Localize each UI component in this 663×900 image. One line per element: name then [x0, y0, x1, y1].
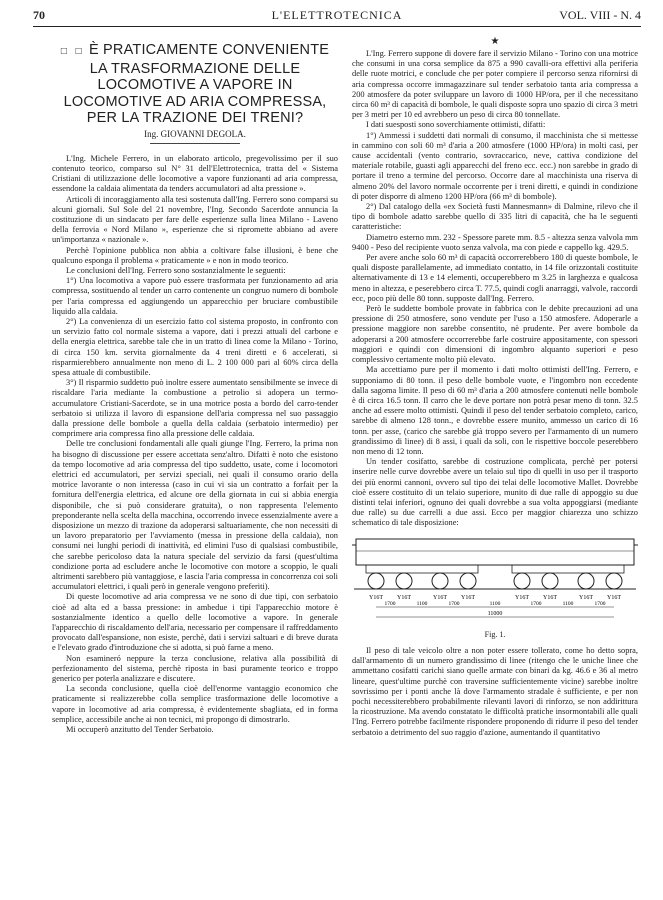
wheel — [542, 573, 558, 589]
paragraph: Per avere anche solo 60 m³ di capacità occorrerebbero 180 di queste bombole, le quali disposte parallelamente, ad immediato contatto, in 14 file orizzontali costituite alternativamente di 13 e 14 elementi, occuperebbero m 3.25 in larghezza e qualcosa meno in altezza, e peserebbero circa T. 77.5, quindi cogli anarraggi, valvole, raccordi ecc, poco più delle 80 tonn. supposte dall'Ing. Ferrero. — [352, 253, 638, 303]
wheel — [368, 573, 384, 589]
left-column — [52, 36, 338, 735]
journal-title: L'ELETTROTECNICA — [271, 8, 403, 22]
left-body — [52, 154, 338, 736]
wheel — [460, 573, 476, 589]
figure-caption: Fig. 1. — [484, 629, 506, 639]
wheel — [578, 573, 594, 589]
axle-label: Y16T — [607, 594, 621, 601]
paragraph: L'Ing. Michele Ferrero, in un elaborato articolo, pregevolissimo per il suo contenuto teorico, comparso sul N° 31 dell'Elettrotecnica, tratta del « Sistema Cristiani di utilizzazione delle locomotive a vapore funzionanti ad aria compressa, essendone la caldaia alimentata da tenders accumulatori ad alta pressione ». — [52, 153, 338, 194]
axle-label: Y16T — [543, 594, 557, 601]
paragraph: Le conclusioni dell'Ing. Ferrero sono sostanzialmente le seguenti: — [66, 265, 286, 275]
paragraph: Però le suddette bombole provate in fabbrica con le debite precauzioni ad una pressione di 250 atmosfere, sono vendute per l'uso a 150 atmosfere. Adoperarle a pressione maggiore non sarebbe consentito, nè prudente. Per avere bombole da adoperarsi a 200 atmosfere occorrerebbe farle costruire appositamente, con spessori maggiori e quindi con dimensioni di ingombro alquanto superiori e peso complessivo certamente molto più elevato. — [352, 304, 638, 365]
axle-label: Y16T — [461, 594, 475, 601]
dim-label: 1100 — [489, 600, 501, 607]
paragraph: L'Ing. Ferrero suppone di dovere fare il servizio Milano - Torino con una motrice che consumi in una corsa semplice da 875 a 990 cavalli-ora effettivi alla periferia delle ruote motrici, e conclude che per poter compiere il percorso senza rifornirsi di aria compressa occorre immagazzinare sul tender serbatoio tanta aria compressa a 200 atmosfere da poter sviluppare un lavoro di 1000 HP/ora, per il che necessitano circa 60 m³ di capacità di bombole, le quali disposte sopra uno spazio di circa 3 metri per 3 metri per 10 ed avrebbero un peso di circa 80 tonnellate. — [352, 49, 639, 120]
right-column — [352, 36, 638, 738]
axle-label: Y16T — [433, 594, 447, 601]
paragraph: La seconda conclusione, quella cioè dell'enorme vantaggio economico che praticamente si realizzerebbe colla semplice trasformazione delle locomotive a vapore in locomotive ad aria compressa, è evidentemente sbagliata, ed in forma semplice, accessibile anche ai non tecnici, mi propongo di dimostrarlo. — [52, 684, 338, 724]
dim-label: 1100 — [416, 600, 428, 607]
paragraph: Ma accettiamo pure per il momento i dati molto ottimisti dell'Ing. Ferrero, e supponiamo di 80 tonn. il peso delle bombole vuote, e l'ingombro non eccedente dalla sagoma limite. Il peso di 60 m³ d'aria a 200 atmosfere contenuti nelle bombole è di circa 16.5 tonn. Il carro che le deve portare non potrà pesar meno di tonn. 32.5 anche ad essere molto ottimisti. Quindi il peso del tender serbatoio completo, carico, sarebbe di almeno 128 tonn., e dovrebbe essere munito, ammesso un carico di 16 tonn. per asse, (carico che sarebbe già troppo severo per l'armamento di un numero grandissimo di linee) di 8 assi, i quali da soli, con le rispettive boccole peserebbero non meno di 12 tonn. — [352, 365, 638, 456]
paragraph: 1°) Una locomotiva a vapore può essere trasformata per funzionamento ad aria compressa, sostituendo al tender un carro contenente un congruo numero di bombole per l'aria compressa ed aggiungendo un apparecchio per bruciare combustibile liquido alla caldaia. — [52, 276, 338, 316]
bogie-frame-right — [512, 565, 624, 573]
wheel — [396, 573, 412, 589]
paragraph: Un tender cosifatto, sarebbe di costruzione complicata, perchè per potersi inserire nelle curve dovrebbe avere un telaio sul tipo di quelli in uso per il trasporto dei più enormi cannoni, ovvero sul tipo dei telai delle locomotive Mallet. Dovrebbe cioè essere costituito di un telaio superiore, munito di due ralle di appoggio su due distinti telai inferiori, ognuno dei quali dovrebbe a sua volta appoggiarsi (mediante due ralle) su due carrelli a due assi. Ecco per maggior chiarezza uno schizzo schematico di tale disposizione: — [352, 457, 638, 528]
dim-label: 1100 — [562, 600, 574, 607]
paragraph: 2°) La convenienza di un esercizio fatto col sistema proposto, in confronto con un servizio fatto col normale sistema a vapore, dati i prezzi attuali del carbone e della energia elettrica, sarebbe tale che in un tratto di linea come la Milano - Torino, di circa 150 km. servita giornalmente da 4 treni diretti e 6 accelerati, si risparmierebbero annualmente non meno di L. 2 100 000 pari al 60% circa della spesa attuale di combustibile. — [52, 316, 338, 377]
tender-diagram — [352, 533, 638, 625]
tender-figure — [352, 533, 638, 640]
right-body — [352, 49, 638, 738]
dim-label: 1700 — [594, 600, 606, 607]
dim-label: 1700 — [384, 600, 396, 607]
title-marks: □ □ — [60, 46, 85, 57]
axle-label: Y16T — [515, 594, 529, 601]
paragraph: Mi occuperò anzitutto del Tender Serbatoio. — [66, 725, 214, 735]
bogie-frame-left — [366, 565, 478, 573]
page-header — [33, 6, 641, 24]
paragraph: Articoli di incoraggiamento alla tesi sostenuta dall'Ing. Ferrero sono comparsi su alcuni giornali. Sul Sole del 21 novembre, l'Ing. Secondo Sacerdote annuncia la costituzione di un sindacato per fare delle esperienze sulla linea Milano - Laveno della ferrovia « Nord Milano », esperienze che si ripromette abbiano ad avere un'importanza « nazionale ». — [52, 194, 338, 245]
header-rule — [33, 26, 641, 27]
paragraph: Diametro esterno mm. 232 - Spessore parete mm. 8.5 - altezza senza valvola mm 9400 - Peso del recipiente vuoto senza valvola, ma con piede e cappello kg. 429.5. — [352, 232, 638, 252]
dim-label: 1700 — [448, 600, 460, 607]
dim-label: 1700 — [530, 600, 542, 607]
paragraph: I dati suesposti sono soverchiamente ottimisti, difatti: — [366, 120, 546, 130]
axle-label: Y16T — [579, 594, 593, 601]
page-number: 70 — [33, 8, 45, 22]
upper-frame — [356, 539, 634, 565]
volume-number: VOL. VIII - N. 4 — [559, 8, 641, 22]
paragraph: Di queste locomotive ad aria compressa ve ne sono di due tipi, con serbatoio cioè ad alta ed a bassa pressione: in ambedue i tipi l'apparecchio motore è sostanzialmente identico a quello delle locomotive a vapore. In generale l'apparecchio di riscaldamento dell'aria, necessario per compensare il raffreddamento provocato dall'espansione, non esiste, perchè, dati i servizi saltuari e di breve durata e l'elevato grado d'introduzione che si adotta, si può farne a meno. — [52, 592, 338, 653]
paragraph: 1°) Ammessi i suddetti dati normali di consumo, il macchinista che si mettesse in cammino con soli 60 m³ d'aria a 200 atmosfere (1000 HP/ora) in molti casi, per cause accidentali (vento contrario, sovraccarico, neve, cattiva condizione del materiale rotabile, guasti agli apparecchi del freno ecc. ecc.) non sarebbe in grado di portare il treno a termine del percorso. Occorre dare al macchinista una riserva di almeno 20% del lavoro normale occorrente per i treni diretti, e quindi in condizione di poter disporre di almeno 1200 HP/ora (66 m³ di bombole). — [352, 130, 638, 201]
wheel — [432, 573, 448, 589]
title-text: È PRATICAMENTE CONVENIENTE LA TRASFORMAZIONE DELLE LOCOMOTIVE A VAPORE IN LOCOMOTIVE AD ARIA COMPRESSA, PER LA TRAZIONE DEI TRENI? — [63, 42, 330, 126]
paragraph: Delle tre conclusioni fondamentali alle quali giunge l'Ing. Ferrero, la prima non ha bisogno di discussione per essere accettata senz'altro. Difatti è noto che esistono da tempo locomotive ad aria compressa del tipo suddetto, usate, come i locomotori elettrici ed accumulatori, per servizi speciali, nei quali il consumo orario della motrice lavorante o non interessa (caso in cui vi sia un contratto a forfait per la fornitura dell'energia elettrica, ed alcune ore della giornata in cui si abbia energia disponibile, che si può considerare gratuita), o non rappresenta l'elemento preponderante nella scelta della macchina, occorrendo invece essenzialmente avere a disposizione un mezzo di trazione da adoperarsi saltuariamente, che non necessiti di un lavoro preparatorio per l'avviamento (messa in pressione della caldaia), non consumi nei lunghi periodi di inattività, ed elimini l'uso di qualsiasi combustibile, che sarebbe pericoloso data la natura speciale del servizio da farsi (quest'ultima condizione porta ad escludere anche le locomotive con motore a scoppio, le quali altrimenti sarebbero più vantaggiose, e lascia l'aria compressa in concorrenza coi soli accumulatori elettrici, i quali però in generale vengono preferiti). — [52, 439, 338, 592]
dim-total-label: 11000 — [487, 610, 503, 617]
wheel — [514, 573, 530, 589]
axle-label: Y16T — [369, 594, 383, 601]
article-author: Ing. GIOVANNI DEGOLA. — [144, 128, 246, 139]
paragraph: Perchè l'opinione pubblica non abbia a coltivare false illusioni, è bene che qualcuno esponga il problema « praticamente » e non in modo teorico. — [52, 245, 338, 265]
paragraph: 2°) Dal catalogo della «ex Società fusti Mannesmann» di Dalmine, rilevo che il tipo di bombole adatto sarebbe quello di 335 litri di capacità, che ha le seguenti caratteristiche: — [352, 202, 638, 232]
wheel — [606, 573, 622, 589]
article-title — [52, 42, 338, 127]
title-divider — [150, 143, 240, 144]
paragraph: Il peso di tale veicolo oltre a non poter essere tollerato, come ho detto sopra, dall'armamento di un numero grandissimo di linee (ritengo che le uniche linee che ammettano cosifatti carichi siano quelle armate con binari da kg. 46.6 e 36 al metro lineare, quest'ultime purchè con traversine sufficientemente vicine) sarebbe inoltre sovrissimo per i ponti anche là dove l'armamento stradale è sufficiente, e per non pochi necessiterebbero probabilmente rilevanti lavori di rinforzo, se non addirittura la ricostruzione. Ma avendo constatato le difficoltà pratiche insormontabili alle quali l'Ing. Ferrero potrebbe facilmente rispondere proponendo di ridurre il peso del tender serbatoio a detrimento del suo raggio d'azione, aumentando il quantitativo — [352, 645, 638, 737]
paragraph: Non esamineró neppure la terza conclusione, relativa alla possibilità di perfezionamento del sistema, perchè riposta in basi puramente teorico e troppo generico per poterla analizzare e discutere. — [52, 653, 338, 684]
section-star: ★ — [490, 36, 500, 47]
axle-label: Y16T — [397, 594, 411, 601]
paragraph: 3°) Il risparmio suddetto può inoltre essere aumentato sensibilmente se invece di riscaldare l'aria mediante la combustione a petrolio si adopera un termo-accumulatore Cristiani-Sacerdote, se in una motrice posta a bordo del carro-tender serbatoio si utilizza il lavoro di espansione dell'aria compressa nel suo passaggio dalla pressione delle bombole a quella della caldaia (serbatoio intermedio) per comprimere aria compressa fino alla pressione delle caldaia. — [52, 378, 338, 439]
